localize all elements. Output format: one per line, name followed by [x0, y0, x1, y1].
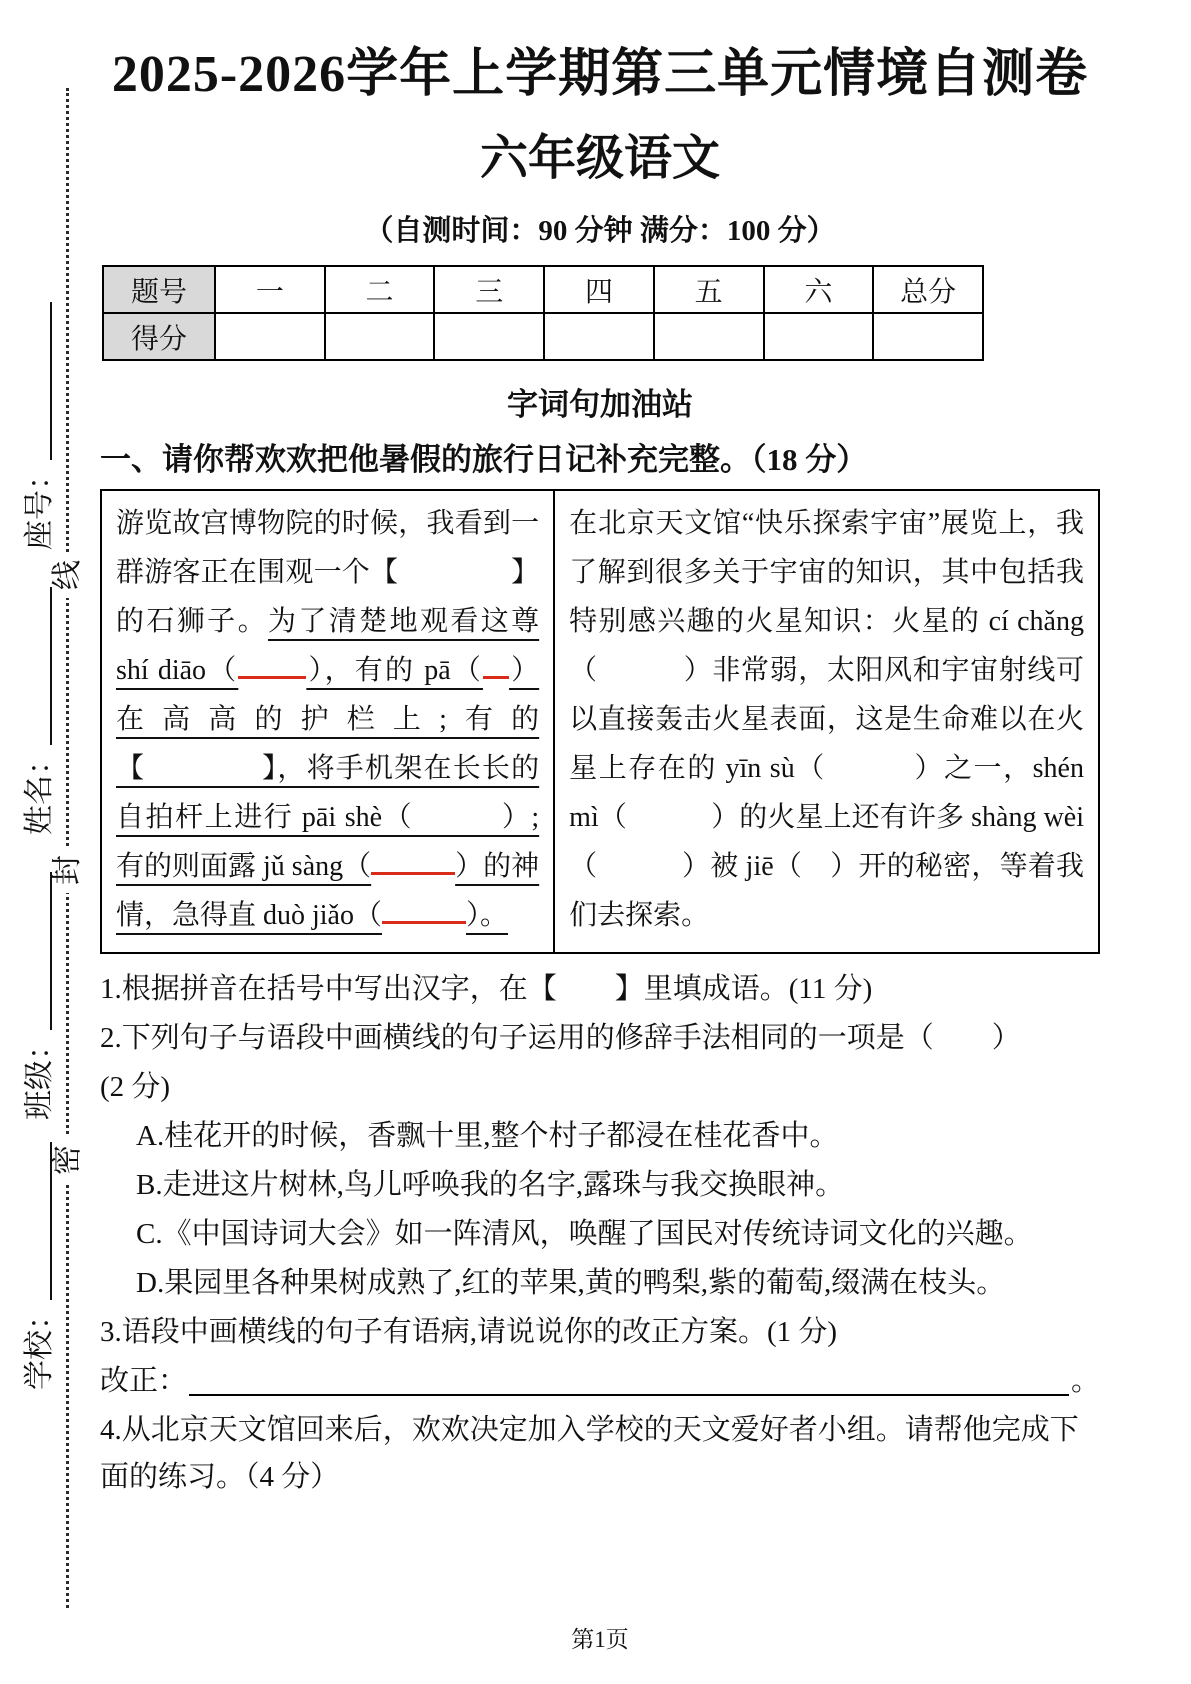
score-label: 得分 — [103, 313, 215, 360]
correction-label: 改正： — [100, 1365, 188, 1397]
diary-left-underlined — [116, 606, 539, 931]
paper-content — [100, 42, 1100, 1503]
option-c: C.《中国诗词大会》如一阵清风，唤醒了国民对传统诗词文化的兴趣。 — [136, 1218, 1033, 1250]
question-4: 4.从北京天文馆回来后，欢欢决定加入学校的天文爱好者小组。请帮他完成下面的练习。（4 分） — [100, 1414, 1079, 1493]
class-label: 班级： — [23, 1030, 56, 1120]
diary-seg: ）。 — [466, 900, 509, 931]
paper-title: 2025-2026学年上学期第三单元情境自测卷 — [111, 46, 1089, 103]
student-name-blank — [50, 587, 52, 745]
col-two: 二 — [325, 266, 435, 313]
diary-seg: ）在高高的护栏上;有的【 】，将手机架在长长的自拍杆上进行 pāi shè（ ）;有的则面露 jǔ sàng（ — [116, 655, 540, 882]
answer-blank — [371, 850, 455, 875]
option-a: A.桂花开的时候，香飘十里,整个村子都浸在桂花香中。 — [136, 1120, 839, 1152]
page-number: 第1页 — [571, 1627, 629, 1652]
seat-number-label: 座号： — [23, 460, 56, 550]
class-blank — [50, 872, 52, 1030]
score-cell — [215, 313, 325, 360]
diary-left-normal: 游览故宫博物院的时候，我看到一群游客正在围观一个【 】的石狮子。 — [116, 508, 540, 637]
school-label: 学校： — [23, 1300, 56, 1390]
answer-blank — [483, 654, 509, 679]
diary-seg: ）的神情，急得直 duò jiǎo（ — [116, 851, 540, 931]
score-cell — [434, 313, 544, 360]
paper-subtitle: 六年级语文 — [479, 132, 720, 185]
col-total: 总分 — [873, 266, 983, 313]
seal-char-xian: 线 — [45, 552, 91, 598]
class-field — [16, 870, 58, 1120]
seal-char-mi: 密 — [45, 1137, 91, 1183]
section-station-title: 字词句加油站 — [507, 387, 693, 422]
answer-blank — [382, 899, 466, 924]
diary-right-column — [555, 491, 1098, 952]
score-table-header-row — [103, 266, 983, 313]
question-list — [100, 966, 1100, 1501]
exam-time-info: （自测时间：90 分钟 满分：100 分） — [364, 215, 836, 247]
option-b: B.走进这片树林,鸟儿呼唤我的名字,露珠与我交换眼神。 — [136, 1169, 845, 1201]
student-name-field — [16, 585, 58, 835]
col-six: 六 — [764, 266, 874, 313]
part-one-heading: 一、请你帮欢欢把他暑假的旅行日记补充完整。（18 分） — [100, 442, 868, 477]
diary-right-text: 在北京天文馆“快乐探索宇宙”展览上，我了解到很多关于宇宙的知识，其中包括我特别感兴趣的火星知识：火星的 cí chǎng （ ）非常弱，太阳风和宇宙射线可以直接轰击火星表面，这是生命难以在火星上存在的 yīn sù（ ）之一，shén mì（ ）的火星上还有许多 shàng wèi（ ）被 jiē（ ）开的秘密，等着我们去探索。 — [569, 508, 1084, 931]
score-table — [102, 265, 984, 361]
question-1: 1.根据拼音在括号中写出汉字，在【 】里填成语。(11 分) — [100, 973, 873, 1005]
score-cell — [873, 313, 983, 360]
question-3: 3.语段中画横线的句子有语病,请说说你的改正方案。(1 分) — [100, 1316, 838, 1348]
school-field — [16, 1140, 58, 1390]
correction-period: 。 — [1070, 1365, 1100, 1397]
diary-seg: ），有的 pā（ — [306, 655, 483, 686]
seat-number-field — [16, 300, 58, 550]
school-blank — [50, 1142, 52, 1300]
seat-number-blank — [50, 302, 52, 460]
option-d: D.果园里各种果树成熟了,红的苹果,黄的鸭梨,紫的葡萄,缀满在枝头。 — [136, 1267, 1006, 1299]
correction-line — [100, 1358, 1100, 1405]
answer-blank — [238, 654, 306, 679]
diary-left-column — [102, 491, 555, 952]
question-2-points: (2 分) — [100, 1071, 171, 1103]
question-number-label: 题号 — [103, 266, 215, 313]
col-three: 三 — [434, 266, 544, 313]
col-five: 五 — [654, 266, 764, 313]
question-2: 2.下列句子与语段中画横线的句子运用的修辞手法相同的一项是（ ） — [100, 1022, 1021, 1054]
seal-char-feng: 封 — [45, 847, 91, 893]
correction-blank — [189, 1394, 1069, 1396]
score-cell — [325, 313, 435, 360]
diary-seg: 为了清楚地观看这尊 shí diāo（ — [116, 606, 540, 686]
diary-box — [100, 489, 1100, 954]
diary-left-text — [116, 499, 539, 940]
score-table-score-row — [103, 313, 983, 360]
student-name-label: 姓名： — [23, 745, 56, 835]
col-one: 一 — [215, 266, 325, 313]
score-cell — [544, 313, 654, 360]
col-four: 四 — [544, 266, 654, 313]
score-cell — [654, 313, 764, 360]
score-cell — [764, 313, 874, 360]
